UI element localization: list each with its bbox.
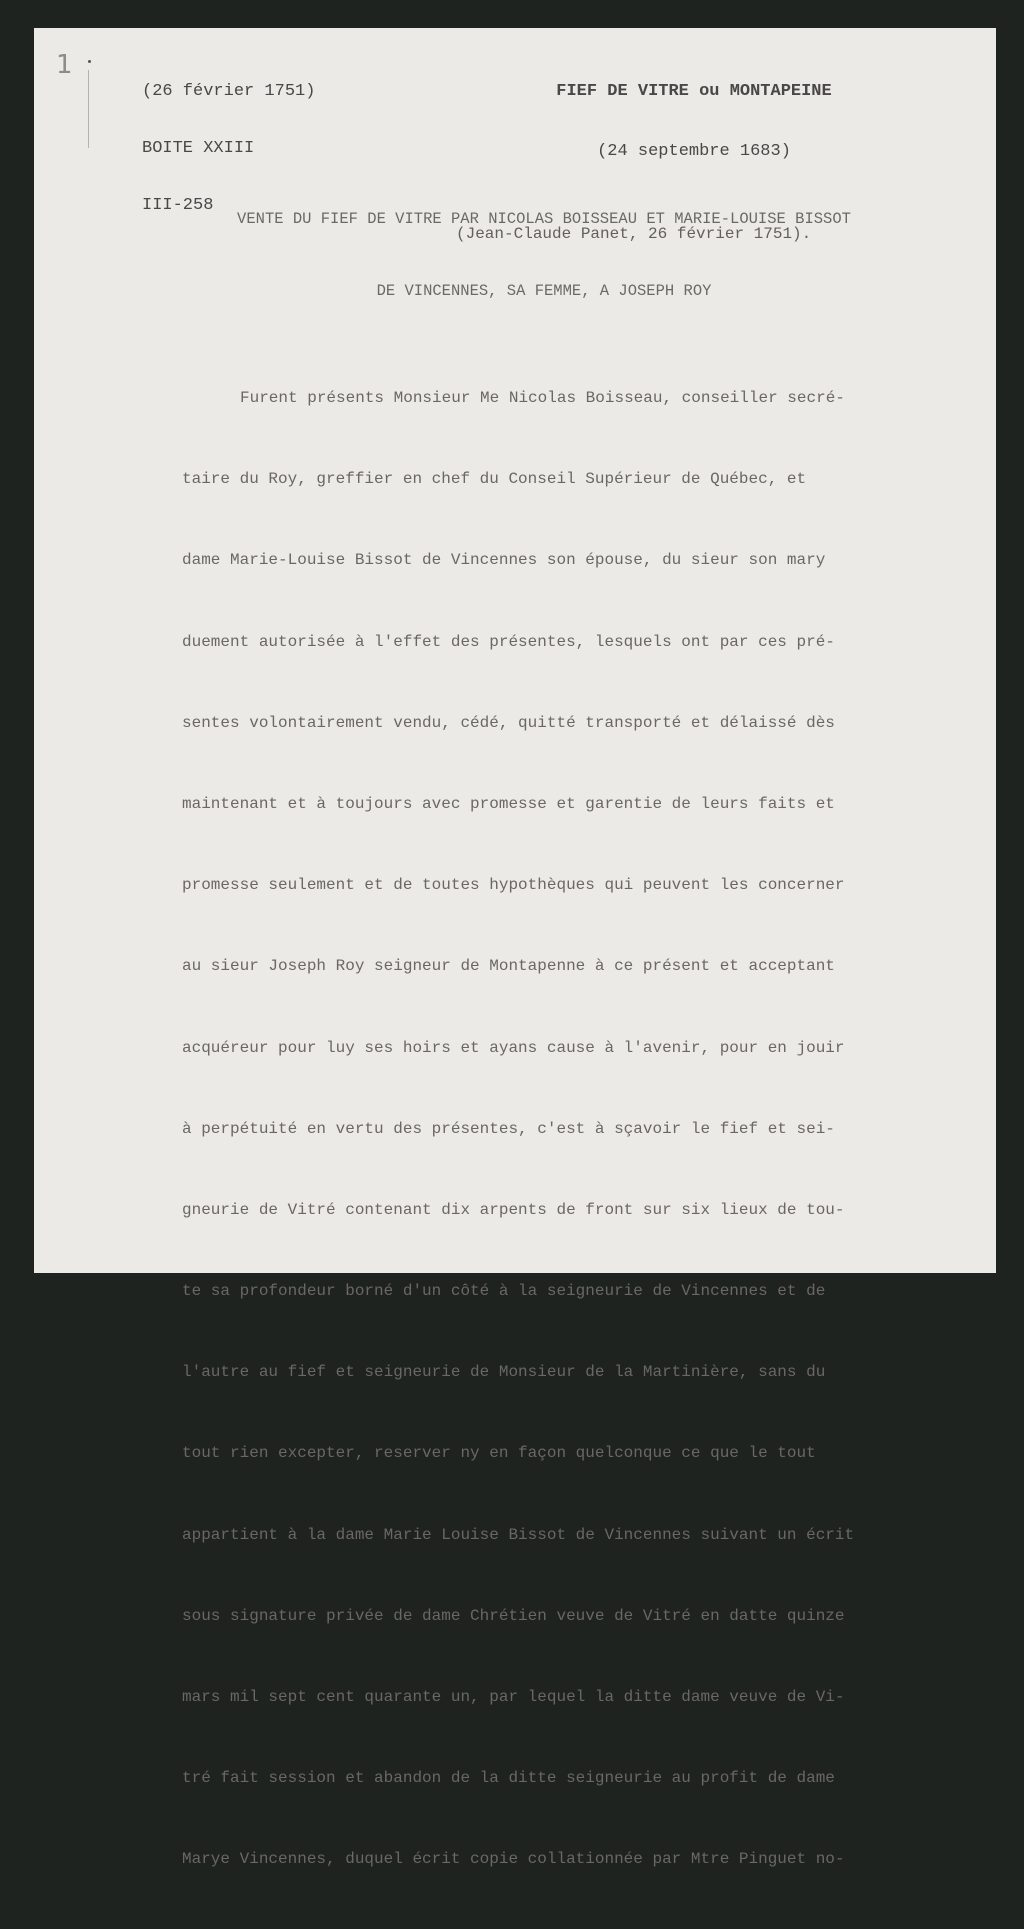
fief-title: FIEF DE VITRE ou MONTAPEINE [556,82,832,101]
document-title [154,159,934,351]
body-line: mars mil sept cent quarante un, par lequel la ditte dame veuve de Vi- [182,1688,845,1706]
body-line: Furent présents Monsieur Me Nicolas Boisseau, conseiller secré- [240,389,845,407]
pencil-margin-line [88,70,89,148]
body-line: gneurie de Vitré contenant dix arpents de front sur six lieux de tou- [182,1200,845,1219]
document-page [34,28,996,1869]
body-line: appartient à la dame Marie Louise Bissot de Vincennes suivant un écrit [182,1525,855,1544]
fief-date: (24 septembre 1683) [597,142,791,161]
body-line: duement autorisée à l'effet des présentes, lesquels ont par ces pré- [182,632,835,651]
body-line: l'autre au fief et seigneurie de Monsieur de la Martinière, sans du [182,1363,826,1382]
title-line-1: VENTE DU FIEF DE VITRE PAR NICOLAS BOISSEAU ET MARIE-LOUISE BISSOT [237,210,851,228]
body-line: tout rien excepter, reserver ny en façon quelconque ce que le tout [182,1444,816,1463]
body-line: maintenant et à toujours avec promesse et garentie de leurs faits et [182,794,835,813]
body-line: Marye Vincennes, duquel écrit copie collationnée par Mtre Pinguet no- [182,1850,845,1869]
body-line: acquéreur pour luy ses hoirs et ayans cause à l'avenir, pour en jouir [182,1038,845,1057]
reference-code: III-258 [142,196,214,215]
folio-number: 1 [56,50,73,80]
title-line-2: DE VINCENNES, SA FEMME, A JOSEPH ROY [376,282,712,300]
body-text [182,350,854,1929]
reference-box: BOITE XXIII [142,139,255,158]
folio-mark [88,60,91,63]
body-line: à perpétuité en vertu des présentes, c'est à sçavoir le fief et sei- [182,1119,835,1138]
reference-date: (26 février 1751) [142,82,316,101]
body-line: taire du Roy, greffier en chef du Conseil Supérieur de Québec, et [182,470,807,489]
body-line: au sieur Joseph Roy seigneur de Montapenne à ce présent et acceptant [182,957,835,976]
body-line: sentes volontairement vendu, cédé, quitté transporté et délaissé dès [182,713,835,732]
body-line: sous signature privée de dame Chrétien veuve de Vitré en datte quinze [182,1606,845,1625]
notary-citation: (Jean-Claude Panet, 26 février 1751). [456,225,812,243]
body-line: te sa profondeur borné d'un côté à la seigneurie de Vincennes et de [182,1282,826,1301]
body-line: dame Marie-Louise Bissot de Vincennes son épouse, du sieur son mary [182,551,826,570]
body-line: tré fait session et abandon de la ditte seigneurie au profit de dame [182,1769,835,1788]
body-line: promesse seulement et de toutes hypothèques qui peuvent les concerner [182,876,845,895]
